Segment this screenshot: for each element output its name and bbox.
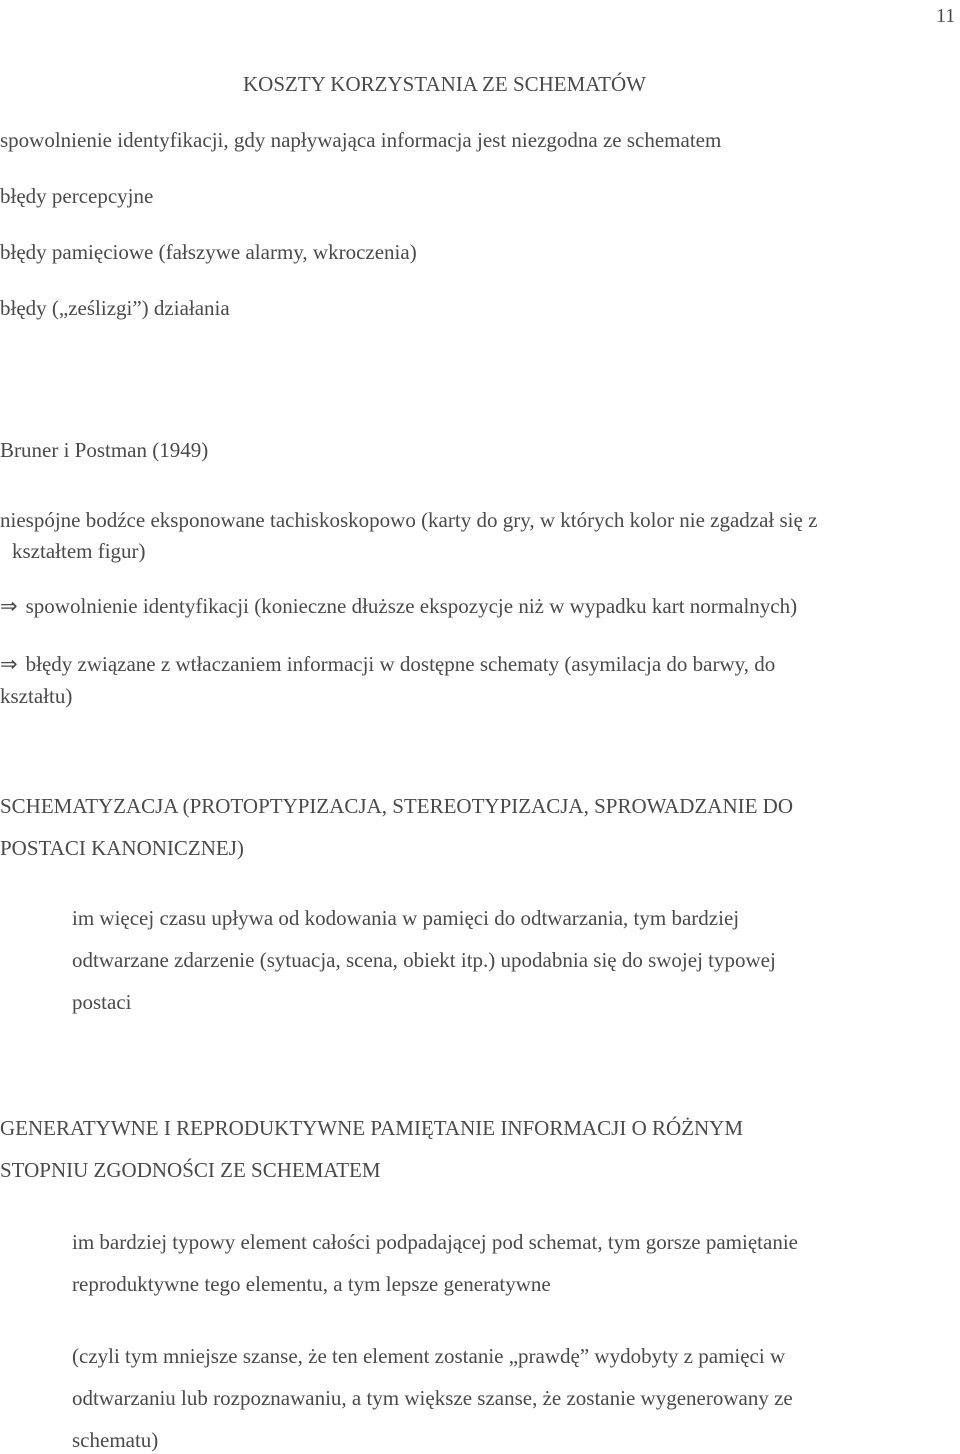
section4-heading-line1: GENERATYWNE I REPRODUKTYWNE PAMIĘTANIE INFORMACJI O RÓŻNYM [0,1116,744,1140]
section3-body-line2: odtwarzane zdarzenie (sytuacja, scena, obiekt itp.) upodabnia się do swojej typowej [72,948,776,972]
implies-arrow-icon: ⇒ [0,652,18,676]
section3-body-line3: postaci [72,990,132,1014]
section2-title: Bruner i Postman (1949) [0,438,209,462]
section1-item: błędy pamięciowe (fałszywe alarmy, wkroczenia) [0,240,417,264]
section4-para1-line1: im bardziej typowy element całości podpadającej pod schemat, tym gorsze pamiętanie [72,1230,798,1254]
section4-para2-line2: odtwarzaniu lub rozpoznawaniu, a tym większe szanse, że zostanie wygenerowany ze [72,1386,793,1410]
section2-result2-line1 [0,654,775,675]
section4-para2-line3: schematu) [72,1428,159,1452]
implies-arrow-icon: ⇒ [0,594,18,618]
section2-result1 [0,596,797,617]
section1-item: błędy percepcyjne [0,184,154,208]
section1-item: błędy („ześlizgi”) działania [0,296,230,320]
section2-result2-text: błędy związane z wtłaczaniem informacji w dostępne schematy (asymilacja do barwy, do [25,652,776,676]
section4-heading-line2: STOPNIU ZGODNOŚCI ZE SCHEMATEM [0,1158,381,1182]
section3-body-line1: im więcej czasu upływa od kodowania w pamięci do odtwarzania, tym bardziej [72,906,740,930]
section3-heading-line2: POSTACI KANONICZNEJ) [0,836,244,860]
section3-heading-line1: SCHEMATYZACJA (PROTOPTYPIZACJA, STEREOTYPIZACJA, SPROWADZANIE DO [0,794,794,818]
section1-heading: KOSZTY KORZYSTANIA ZE SCHEMATÓW [243,72,646,96]
section1-item: spowolnienie identyfikacji, gdy napływająca informacja jest niezgodna ze schematem [0,128,722,152]
section2-result1-text: spowolnienie identyfikacji (konieczne dłuższe ekspozycje niż w wypadku kart normalnych) [25,594,798,618]
section2-result2-line2: kształtu) [0,684,73,708]
section2-desc-line1: niespójne bodźce eksponowane tachiskoskopowo (karty do gry, w których kolor nie zgadzał się z [0,508,818,532]
section4-para1-line2: reproduktywne tego elementu, a tym lepsze generatywne [72,1272,551,1296]
page-number: 11 [936,5,956,27]
section4-para2-line1: (czyli tym mniejsze szanse, że ten element zostanie „prawdę” wydobyty z pamięci w [72,1344,786,1368]
section2-desc-line2: kształtem figur) [12,539,146,563]
